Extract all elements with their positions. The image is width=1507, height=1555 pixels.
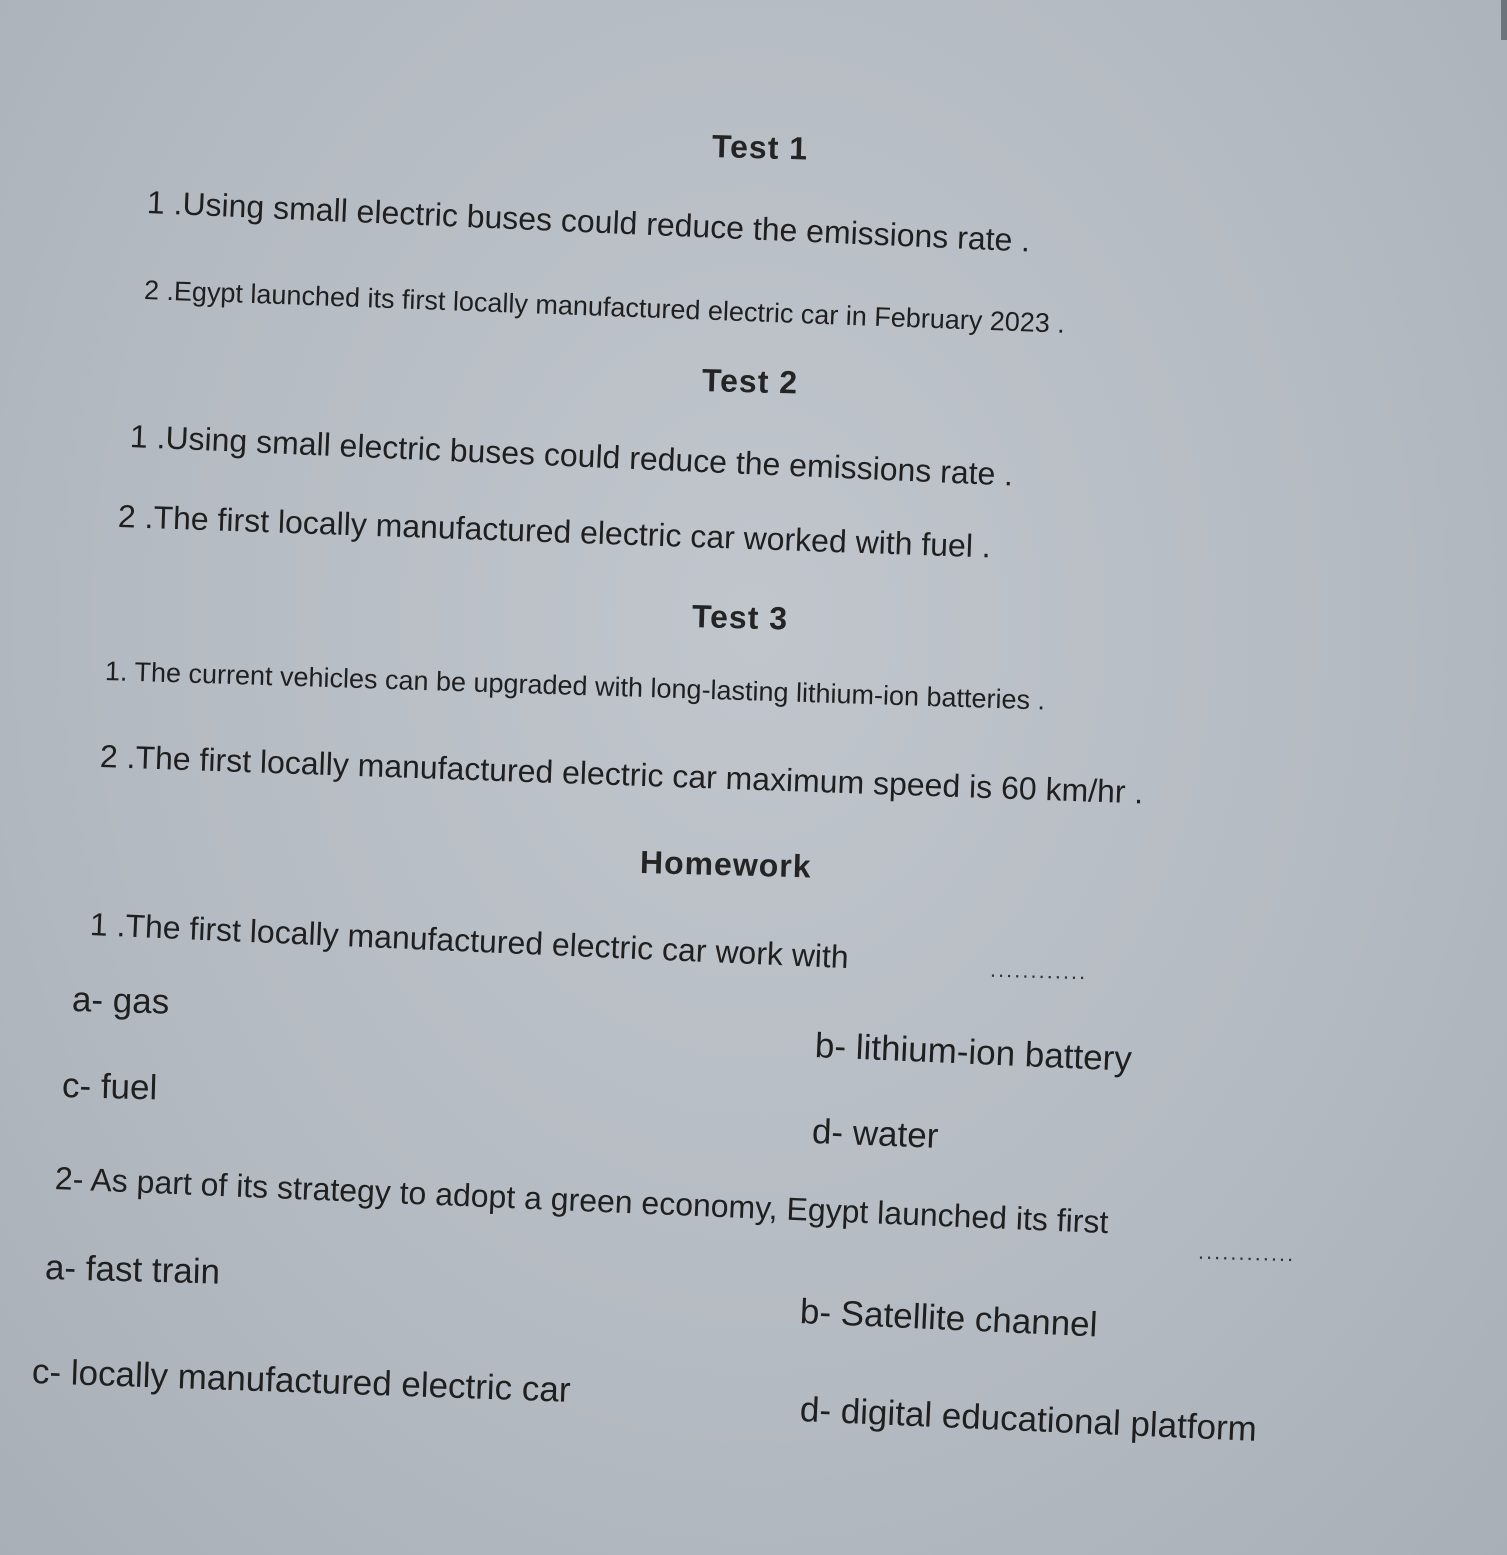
test3-item-1: 1. The current vehicles can be upgraded with long-lasting lithium-ion batteries . bbox=[104, 656, 1046, 716]
homework-q1-blank: ............ bbox=[989, 956, 1088, 985]
homework-q1-option-c: c- fuel bbox=[61, 1066, 158, 1108]
homework-q2-option-a: a- fast train bbox=[44, 1248, 221, 1292]
test3-title: Test 3 bbox=[691, 598, 789, 637]
homework-q1-option-a: a- gas bbox=[71, 980, 170, 1022]
homework-q1-option-b: b- lithium-ion battery bbox=[814, 1026, 1133, 1079]
test1-item-1: 1 .Using small electric buses could reduce the emissions rate . bbox=[146, 184, 1031, 259]
homework-q2-option-b: b- Satellite channel bbox=[799, 1292, 1099, 1345]
test2-item-1: 1 .Using small electric buses could reduce the emissions rate . bbox=[129, 418, 1014, 493]
homework-q2-question: 2- As part of its strategy to adopt a green economy, Egypt launched its first bbox=[54, 1160, 1110, 1241]
test3-item-2: 2 .The first locally manufactured electric car maximum speed is 60 km/hr . bbox=[99, 738, 1144, 811]
test1-item-2: 2 .Egypt launched its first locally manufactured electric car in February 2023 . bbox=[143, 275, 1066, 339]
homework-q2-option-c: c- locally manufactured electric car bbox=[31, 1352, 572, 1410]
homework-q1-option-d: d- water bbox=[811, 1112, 940, 1156]
homework-q1-question: 1 .The first locally manufactured electric car work with bbox=[89, 906, 850, 976]
page-edge-mark bbox=[1501, 0, 1507, 40]
test2-item-2: 2 .The first locally manufactured electric car worked with fuel . bbox=[117, 498, 992, 565]
test1-title: Test 1 bbox=[711, 128, 809, 167]
homework-q2-blank: ............ bbox=[1197, 1238, 1296, 1267]
homework-title: Homework bbox=[639, 844, 813, 885]
homework-q2-option-d: d- digital educational platform bbox=[799, 1390, 1258, 1449]
test2-title: Test 2 bbox=[701, 362, 799, 401]
